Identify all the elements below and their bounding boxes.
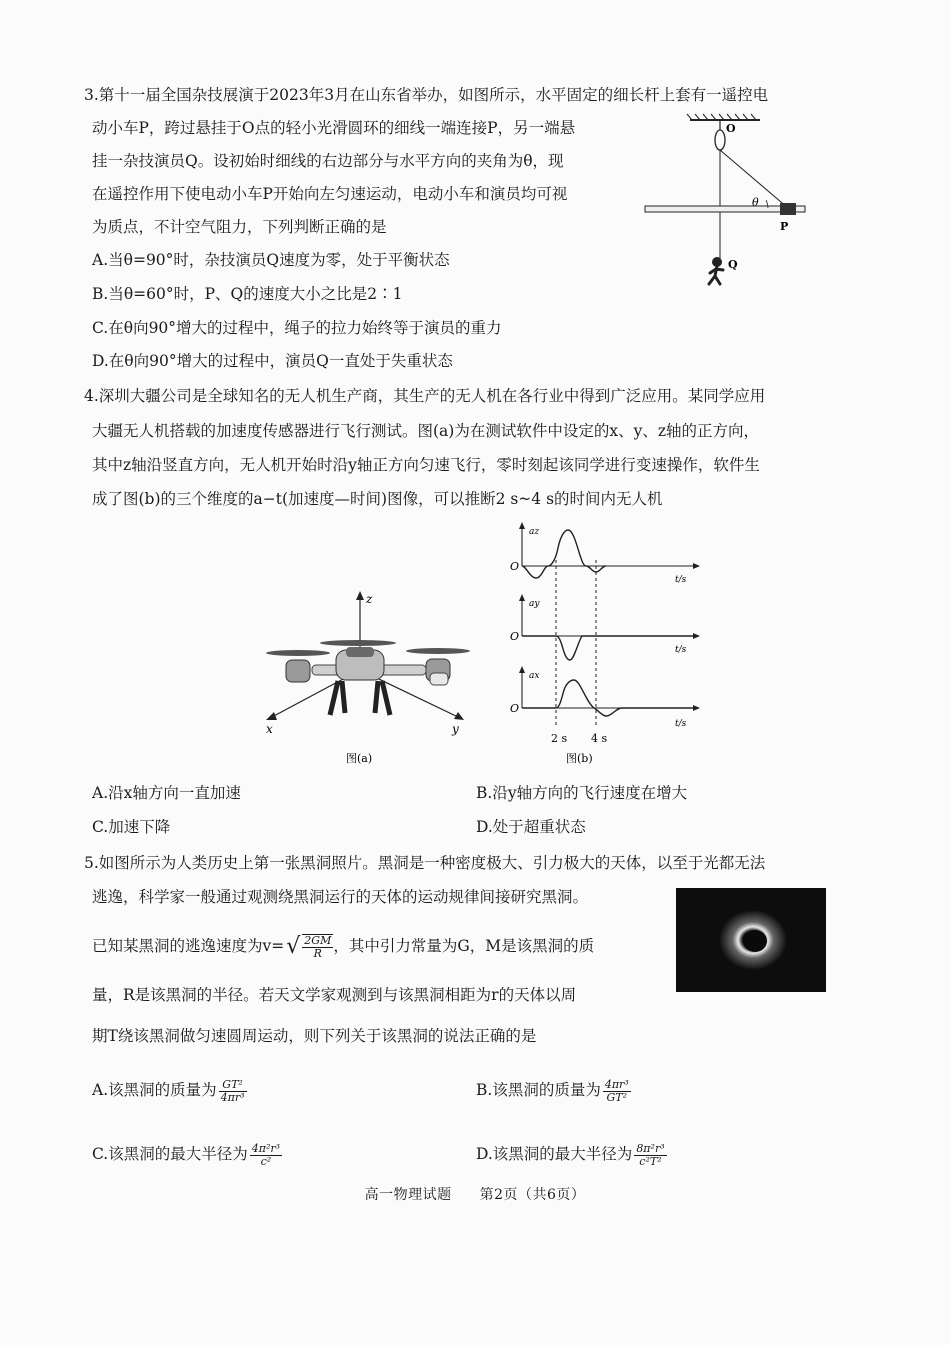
- graph-ax-ylabel: ax: [529, 671, 540, 681]
- q3-line-1: 3.第十一届全国杂技展演于2023年3月在山东省举办，如图所示，水平固定的细长杆上套有一遥控电: [84, 86, 769, 104]
- q4-option-d: D.处于超重状态: [476, 818, 586, 836]
- q4-line-1: 4.深圳大疆公司是全球知名的无人机生产商，其生产的无人机在各行业中得到广泛应用。某同学应用: [84, 387, 766, 405]
- formula-num: 2GM: [304, 934, 332, 947]
- q5-option-a-num: GT²: [219, 1079, 247, 1092]
- q5-option-c-den: c²: [260, 1154, 272, 1168]
- formula-den: R: [313, 947, 322, 960]
- q5-option-a-den: 4πr³: [220, 1090, 245, 1104]
- q5-option-d: [476, 1134, 667, 1174]
- axis-x-label: x: [266, 722, 273, 736]
- q5-option-d-den: c²T²: [639, 1154, 662, 1168]
- graph-ax: [510, 666, 700, 729]
- q3-option-d: D.在θ向90°增大的过程中，演员Q一直处于失重状态: [92, 352, 453, 370]
- q5-option-d-text: D.该黑洞的最大半径为: [476, 1145, 633, 1163]
- q5-option-a: [92, 1070, 247, 1110]
- graph-ay: [510, 594, 700, 660]
- escape-velocity-formula: √ $\frac{2GM}{R}$: [286, 934, 332, 960]
- label-theta: θ: [752, 196, 759, 209]
- label-o: O: [726, 122, 736, 135]
- q5-line-2: 逃逸，科学家一般通过观测绕黑洞运行的天体的运动规律间接研究黑洞。: [92, 888, 589, 906]
- q5-option-c-num: 4π²r³: [251, 1141, 281, 1155]
- q4-option-a: A.沿x轴方向一直加速: [92, 784, 241, 802]
- q5-option-a-text: A.该黑洞的质量为: [92, 1081, 217, 1099]
- ring: [715, 130, 725, 150]
- q3-line-2: 动小车P，跨过悬挂于O点的轻小光滑圆环的细线一端连接P，另一端悬: [92, 119, 576, 137]
- axis-z-label: z: [366, 592, 373, 606]
- graph-ax-xlabel: t/s: [675, 719, 687, 729]
- q3-line-5: 为质点，不计空气阻力，下列判断正确的是: [92, 218, 387, 236]
- q5-line-3-prefix: 已知某黑洞的逃逸速度为v=: [92, 937, 285, 955]
- graph-ay-ylabel: ay: [529, 599, 540, 609]
- graph-ax-origin: O: [510, 702, 520, 715]
- q5-line-3-suffix: ，其中引力常量为G，M是该黑洞的质: [333, 937, 595, 955]
- q3-figure: [640, 110, 820, 290]
- q3-option-a: A.当θ=90°时，杂技演员Q速度为零，处于平衡状态: [92, 251, 450, 269]
- page-footer: [0, 1184, 950, 1204]
- car-p: [780, 203, 796, 215]
- q5-option-c-text: C.该黑洞的最大半径为: [92, 1145, 248, 1163]
- q5-line-1: 5.如图所示为人类历史上第一张黑洞照片。黑洞是一种密度极大、引力极大的天体，以至于光都无法: [84, 854, 766, 872]
- q3-option-c: C.在θ向90°增大的过程中，绳子的拉力始终等于演员的重力: [92, 319, 502, 337]
- q4-figure-a: [230, 585, 490, 770]
- q5-option-c: [92, 1134, 282, 1174]
- q5-option-b-text: B.该黑洞的质量为: [476, 1081, 601, 1099]
- graph-az: [510, 522, 700, 585]
- performer-q: [709, 257, 723, 284]
- q5-line-5: 期T绕该黑洞做匀速圆周运动，则下列关于该黑洞的说法正确的是: [92, 1027, 537, 1045]
- q5-line-4: 量，R是该黑洞的半径。若天文学家观测到与该黑洞相距为r的天体以周: [92, 986, 577, 1004]
- graph-ay-xlabel: t/s: [675, 645, 687, 655]
- q3-option-b: B.当θ=60°时，P、Q的速度大小之比是2∶1: [92, 285, 403, 303]
- q5-option-b: [476, 1070, 631, 1110]
- q4-option-c: C.加速下降: [92, 818, 171, 836]
- label-q: Q: [728, 258, 738, 271]
- figure-a-caption: 图(a): [346, 752, 373, 765]
- q3-line-3: 挂一杂技演员Q。设初始时细线的右边部分与水平方向的夹角为θ，现: [92, 152, 564, 170]
- q4-line-4: 成了图(b)的三个维度的a−t(加速度—时间)图像，可以推断2 s~4 s的时间内无人机: [92, 490, 663, 508]
- q3-line-4: 在遥控作用下使电动小车P开始向左匀速运动，电动小车和演员均可视: [92, 185, 568, 203]
- tick-4s: 4 s: [591, 732, 608, 745]
- footer-title: 高一物理试题: [364, 1187, 452, 1203]
- footer-page: 第2页（共6页）: [479, 1187, 586, 1203]
- graph-az-xlabel: t/s: [675, 575, 687, 585]
- black-hole-photo: [676, 888, 826, 992]
- tick-2s: 2 s: [551, 732, 568, 745]
- q4-line-2: 大疆无人机搭载的加速度传感器进行飞行测试。图(a)为在测试软件中设定的x、y、z轴的正方向，: [92, 422, 760, 440]
- q5-line-3: [92, 934, 594, 960]
- q5-option-d-num: 8π²r³: [636, 1141, 665, 1155]
- graph-az-origin: O: [510, 560, 520, 573]
- axis-y-label: y: [452, 722, 459, 736]
- q4-line-3: 其中z轴沿竖直方向，无人机开始时沿y轴正方向匀速飞行，零时刻起该同学进行变速操作，软件生: [92, 456, 760, 474]
- ceiling: [687, 114, 760, 120]
- q5-option-b-num: 4πr³: [604, 1077, 629, 1091]
- q5-option-b-den: GT²: [606, 1090, 628, 1104]
- figure-b-caption: 图(b): [566, 752, 593, 765]
- label-p: P: [780, 220, 789, 233]
- q4-figure-b: [500, 520, 710, 775]
- graph-az-ylabel: az: [529, 527, 540, 537]
- graph-ay-origin: O: [510, 630, 520, 643]
- q4-option-b: B.沿y轴方向的飞行速度在增大: [476, 784, 688, 802]
